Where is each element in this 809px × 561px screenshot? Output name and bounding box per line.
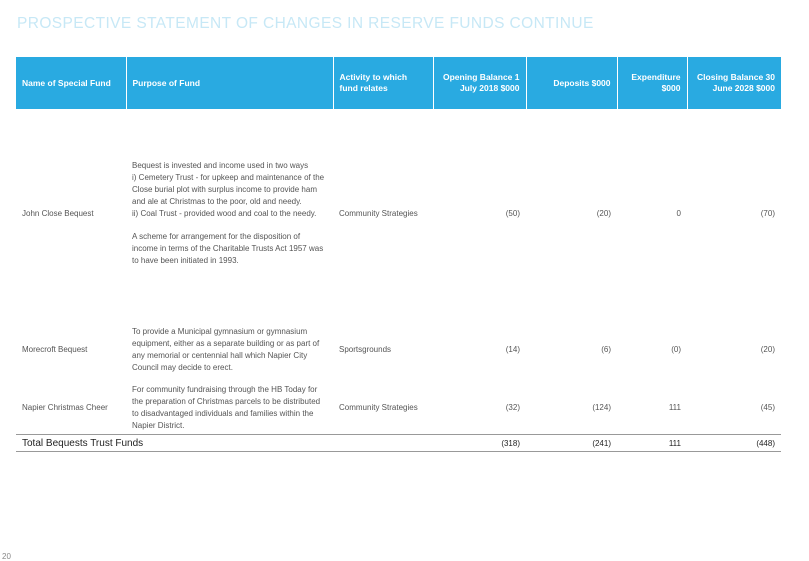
fund-activity: Sportsgrounds [339,345,392,355]
expenditure-value: (0) [671,345,681,355]
purpose-line: For community fundraising through the HB Today for the preparation of Christmas parcels to be distributed to disadvantaged individuals and families within the Napier District. [132,385,321,430]
header-activity: Activity to which fund relates [333,57,433,109]
total-opening: (318) [433,435,526,452]
purpose-line: To provide a Municipal gymnasium or gymnasium equipment, either as a separate building or as part of any memorial or centennial hall which Napier City Council may decide to erect. [132,327,320,372]
fund-name: Napier Christmas Cheer [22,403,108,413]
opening-value: (50) [505,208,520,218]
fund-activity: Community Strategies [339,403,418,413]
total-expenditure: 111 [617,435,687,452]
total-closing: (448) [687,435,781,452]
table-header-row [16,57,781,109]
fund-purpose [126,318,333,382]
opening-value: (32) [505,403,520,413]
page-number: 20 [2,552,11,561]
fund-name: Morecroft Bequest [22,345,88,355]
closing-value: (45) [760,403,775,413]
fund-purpose [126,109,333,318]
purpose-line: ii) Coal Trust - provided wood and coal to the needy. [132,208,317,218]
total-label: Total Bequests Trust Funds [16,435,433,452]
header-name: Name of Special Fund [16,57,126,109]
deposits-value: (20) [596,208,611,218]
purpose-line: Bequest is invested and income used in two ways [132,161,309,171]
header-purpose: Purpose of Fund [126,57,333,109]
purpose-line: i) Cemetery Trust - for upkeep and maintenance of the Close burial plot with surplus income to provide ham and ale at Christmas to the poor, old and needy. [132,173,325,206]
fund-purpose [126,382,333,435]
total-row [16,435,781,452]
deposits-value: (124) [592,403,611,413]
header-expenditure: Expenditure $000 [617,57,687,109]
total-deposits: (241) [526,435,617,452]
reserve-funds-table [16,57,781,452]
spacer [132,219,327,231]
fund-name: John Close Bequest [22,208,94,218]
purpose-line: A scheme for arrangement for the disposition of income in terms of the Charitable Trusts Act 1957 was to have been initiated in 1993. [132,232,324,265]
closing-value: (20) [760,345,775,355]
table-row [16,109,781,318]
fund-activity: Community Strategies [339,208,418,218]
expenditure-value: 0 [676,208,681,218]
page-title: PROSPECTIVE STATEMENT OF CHANGES IN RESERVE FUNDS CONTINUE [17,15,594,32]
expenditure-value: 111 [668,403,681,413]
header-deposits: Deposits $000 [526,57,617,109]
deposits-value: (6) [601,345,611,355]
header-closing: Closing Balance 30 June 2028 $000 [687,57,781,109]
opening-value: (14) [505,345,520,355]
header-opening: Opening Balance 1 July 2018 $000 [433,57,526,109]
closing-value: (70) [760,208,775,218]
table-row [16,382,781,435]
table-row [16,318,781,382]
